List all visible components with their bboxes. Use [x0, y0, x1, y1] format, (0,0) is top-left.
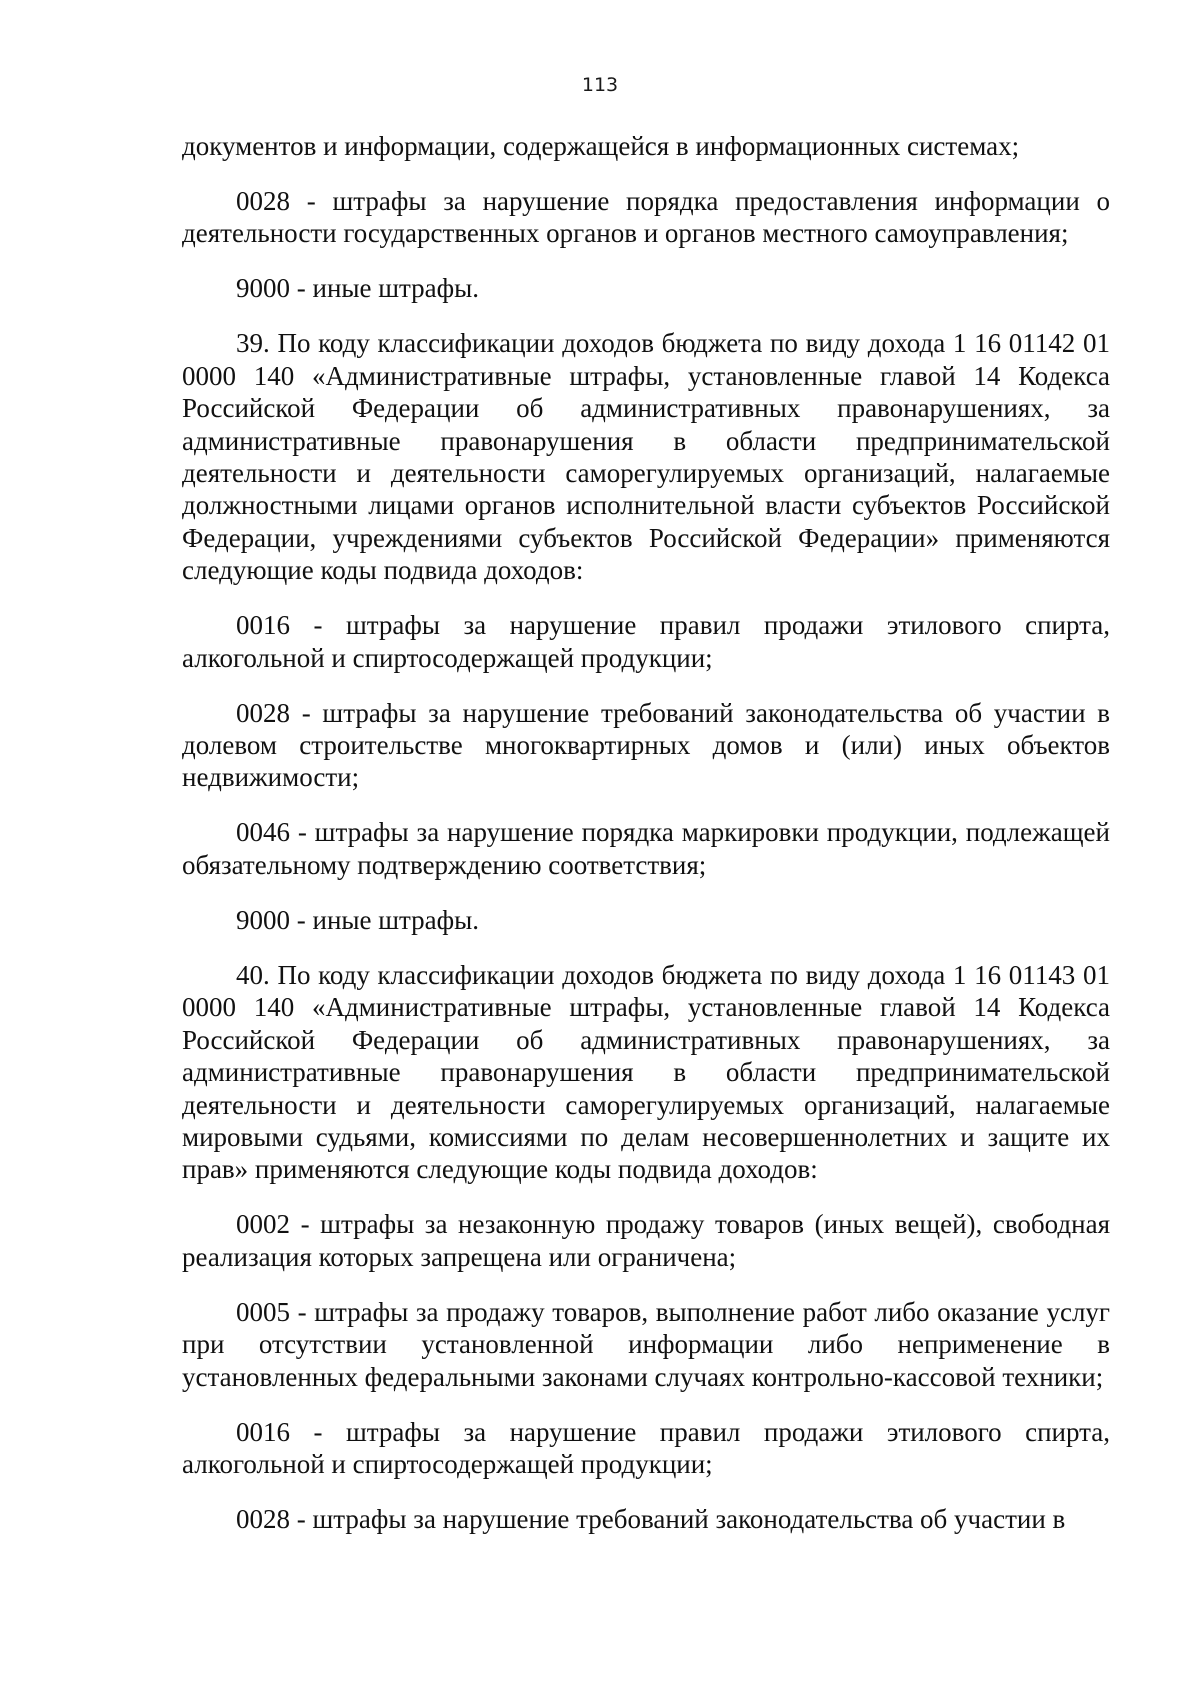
- paragraph: 40. По коду классификации доходов бюджета по виду дохода 1 16 01143 01 0000 140 «Административные штрафы, установленные главой 14 Кодекса Российской Федерации об административных правонарушениях, за административные правонарушения в области предпринимательской деятельности и деятельности саморегулируемых организаций, налагаемые мировыми судьями, комиссиями по делам несовершеннолетних и защите их прав» применяются следующие коды подвида доходов:: [182, 959, 1110, 1185]
- paragraph: 0028 - штрафы за нарушение требований законодательства об участии в: [236, 1503, 1066, 1534]
- paragraph: 39. По коду классификации доходов бюджета по виду дохода 1 16 01142 01 0000 140 «Административные штрафы, установленные главой 14 Кодекса Российской Федерации об административных правонарушениях, за административные правонарушения в области предпринимательской деятельности и деятельности саморегулируемых организаций, налагаемые должностными лицами органов исполнительной власти субъектов Российской Федерации, учреждениями субъектов Российской Федерации» применяются следующие коды подвида доходов:: [182, 328, 1110, 586]
- paragraph: 0046 - штрафы за нарушение порядка маркировки продукции, подлежащей обязательному подтверждению соответствия;: [182, 817, 1110, 880]
- paragraph: 0002 - штрафы за незаконную продажу товаров (иных вещей), свободная реализация которых запрещена или ограничена;: [182, 1209, 1110, 1272]
- paragraph: 0005 - штрафы за продажу товаров, выполнение работ либо оказание услуг при отсутствии установленной информации либо неприменение в установленных федеральными законами случаях контрольно-кассовой техники;: [182, 1296, 1110, 1392]
- document-body: [182, 130, 1110, 1535]
- paragraph: 9000 - иные штрафы.: [236, 904, 480, 935]
- paragraph: 0028 - штрафы за нарушение порядка предоставления информации о деятельности государственных органов и органов местного самоуправления;: [182, 186, 1110, 249]
- paragraph: 0016 - штрафы за нарушение правил продажи этилового спирта, алкогольной и спиртосодержащей продукции;: [182, 1416, 1110, 1479]
- paragraph: 0016 - штрафы за нарушение правил продажи этилового спирта, алкогольной и спиртосодержащей продукции;: [182, 610, 1110, 673]
- paragraph: 9000 - иные штрафы.: [236, 273, 480, 304]
- paragraph: документов и информации, содержащейся в информационных системах;: [182, 131, 1020, 161]
- page-number: 113: [581, 74, 619, 96]
- paragraph: 0028 - штрафы за нарушение требований законодательства об участии в долевом строительстве многоквартирных домов и (или) иных объектов недвижимости;: [182, 697, 1110, 793]
